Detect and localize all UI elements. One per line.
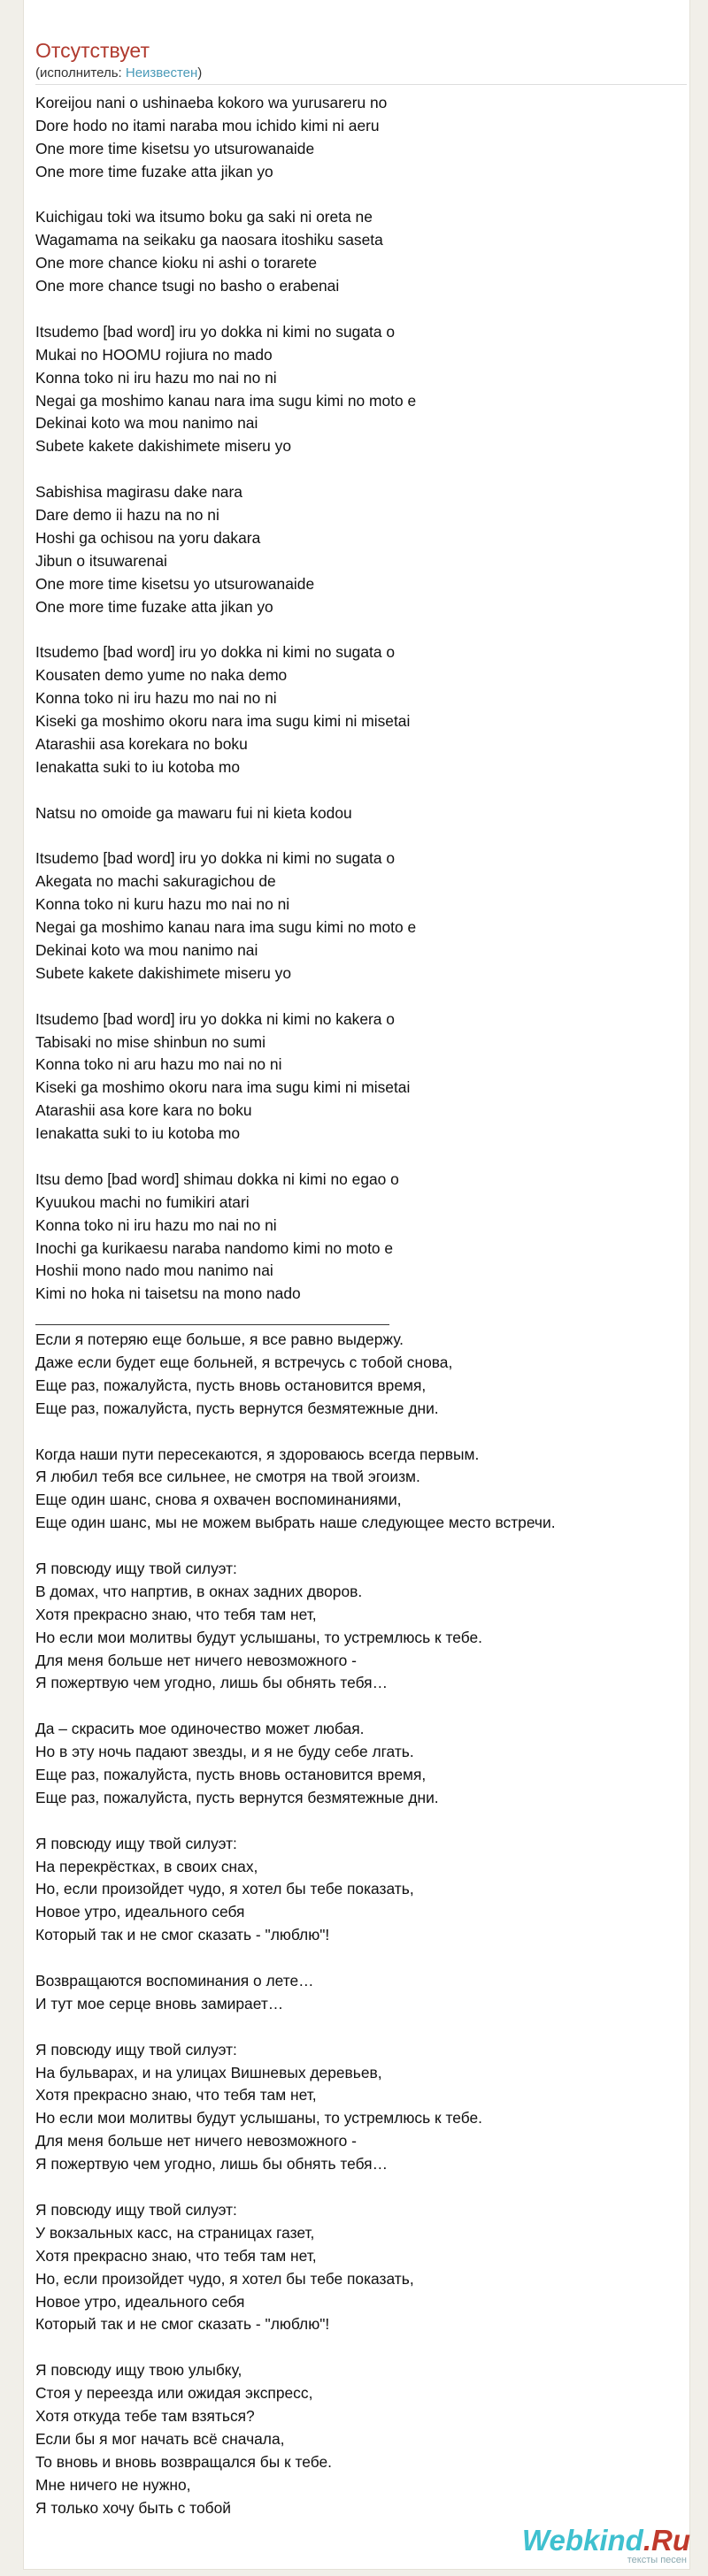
artist-prefix: (исполнитель: — [35, 65, 126, 80]
translation-separator — [35, 1306, 681, 1329]
stanza-break — [35, 298, 681, 321]
lyric-line: Хотя прекрасно знаю, что тебя там нет, — [35, 2086, 317, 2104]
logo-name: Webkind — [521, 2524, 643, 2557]
lyric-line: One more time kisetsu yo utsurowanaide — [35, 574, 315, 593]
lyric-line: Для меня больше нет ничего невозможного - — [35, 2132, 357, 2150]
lyric-line: Еще раз, пожалуйста, пусть вновь остановится время, — [35, 1766, 427, 1784]
lyric-line: Я повсюду ищу твой силуэт: — [35, 1560, 237, 1577]
stanza-break — [35, 2336, 681, 2359]
stanza-break — [35, 184, 681, 207]
lyric-line: Koreijou nani o ushinaeba kokoro wa yurusareru no — [35, 94, 388, 111]
lyric-line: Atarashii asa kore kara no boku — [35, 1101, 252, 1120]
lyric-line: Itsudemo [bad word] iru yo dokka ni kimi no sugata o — [35, 322, 395, 341]
lyric-line: Но, если произойдет чудо, я хотел бы тебе показать, — [35, 2269, 414, 2288]
stanza-break — [35, 825, 681, 848]
lyric-line: Dekinai koto wa mou nanimo nai — [35, 940, 258, 959]
lyric-line: Я только хочу быть с тобой — [35, 2498, 231, 2517]
lyric-line: У вокзальных касс, на страницах газет, — [35, 2223, 315, 2242]
lyric-line: Konna toko ni iru hazu mo nai no ni — [35, 689, 277, 708]
stanza-break — [35, 1695, 681, 1718]
artist-link[interactable]: Неизвестен — [125, 65, 198, 80]
lyric-line: Subete kakete dakishimete miseru yo — [35, 437, 292, 456]
artist-suffix: ) — [197, 65, 203, 80]
stanza-break — [35, 1421, 681, 1444]
lyric-line: Даже если будет еще больней, я встречусь с тобой снова, — [35, 1353, 453, 1371]
lyric-line: Kyuukou machi no fumikiri atari — [35, 1192, 250, 1211]
lyric-line: Если бы я мог начать всё сначала, — [35, 2429, 285, 2448]
lyric-line: Для меня больше нет ничего невозможного - — [35, 1651, 357, 1669]
lyric-line: Но если мои молитвы будут услышаны, то устремлюсь к тебе. — [35, 1628, 482, 1646]
lyric-line: В домах, что напртив, в окнах задних дворов. — [35, 1582, 363, 1600]
song-title: Отсутствует — [35, 39, 150, 62]
lyric-line: Если я потеряю еще больше, я все равно выдержу. — [35, 1330, 404, 1349]
lyric-line: Kiseki ga moshimo okoru nara ima sugu kimi ni misetai — [35, 712, 411, 731]
lyric-line: Konna toko ni aru hazu mo nai no ni — [35, 1055, 282, 1074]
lyric-line: Itsu demo [bad word] shimau dokka ni kimi no egao o — [35, 1169, 399, 1188]
lyric-line: Который так и не смог сказать - "люблю"! — [35, 1926, 330, 1944]
lyric-line: Konna toko ni iru hazu mo nai no ni — [35, 1215, 277, 1234]
lyric-line: Стоя у переезда или ожидая экспресс, — [35, 2384, 313, 2403]
lyric-line: Konna toko ni iru hazu mo nai no ni — [35, 368, 277, 387]
lyric-line: Возвращаются воспоминания о лете… — [35, 1972, 314, 1990]
stanza-break — [35, 1535, 681, 1558]
lyric-line: Mukai no HOOMU rojiura no mado — [35, 345, 273, 364]
stanza-break — [35, 985, 681, 1008]
lyric-line: Когда наши пути пересекаются, я здороваюсь всегда первым. — [35, 1445, 480, 1463]
lyric-line: Kiseki ga moshimo okoru nara ima sugu kimi ni misetai — [35, 1078, 411, 1097]
lyric-line: Itsudemo [bad word] iru yo dokka ni kimi no sugata o — [35, 849, 395, 868]
stanza-break — [35, 779, 681, 802]
stanza-break — [35, 1146, 681, 1169]
lyric-line: Я повсюду ищу твою улыбку, — [35, 2361, 242, 2380]
lyric-line: На перекрёстках, в своих снах, — [35, 1857, 258, 1875]
lyric-line: Akegata no machi sakuragichou de — [35, 872, 276, 891]
stanza-break — [35, 2016, 681, 2039]
lyric-line: Hoshii mono nado mou nanimo nai — [35, 1261, 273, 1280]
lyric-line: Atarashii asa korekara no boku — [35, 734, 248, 753]
stanza-break — [35, 2176, 681, 2199]
lyric-line: Negai ga moshimo kanau nara ima sugu kimi no moto e — [35, 391, 417, 410]
site-logo[interactable] — [522, 2525, 690, 2565]
lyric-line: Sabishisa magirasu dake nara — [35, 483, 242, 502]
lyric-line: Itsudemo [bad word] iru yo dokka ni kimi no kakera o — [35, 1009, 395, 1028]
lyric-line: Inochi ga kurikaesu naraba nandomo kimi no moto e — [35, 1238, 394, 1257]
lyric-line: Который так и не смог сказать - "люблю"! — [35, 2315, 330, 2334]
logo-tld: .Ru — [643, 2524, 690, 2557]
lyric-line: One more time fuzake atta jikan yo — [35, 597, 273, 616]
lyric-line: Еще один шанс, снова я охвачен воспоминаниями, — [35, 1491, 402, 1509]
lyrics-body — [35, 92, 681, 2519]
lyric-line: Natsu no omoide ga mawaru fui ni kieta kodou — [35, 803, 352, 822]
lyric-line: Новое утро, идеального себя — [35, 1903, 245, 1921]
logo-wordmark — [522, 2525, 690, 2557]
lyric-line: Мне ничего не нужно, — [35, 2475, 191, 2494]
lyric-line: То вновь и вновь возвращался бы к тебе. — [35, 2452, 332, 2471]
lyric-line: Да – скрасить мое одиночество может любая. — [35, 1720, 365, 1738]
lyric-line: Я пожертвую чем угодно, лишь бы обнять тебя… — [35, 1674, 388, 1692]
lyric-line: Konna toko ni kuru hazu mo nai no ni — [35, 895, 290, 914]
lyric-line: One more chance kioku ni ashi o torarete — [35, 254, 318, 272]
lyric-line: Itsudemo [bad word] iru yo dokka ni kimi no sugata o — [35, 643, 395, 662]
stanza-break — [35, 1810, 681, 1833]
lyric-line: Еще один шанс, мы не можем выбрать наше следующее место встречи. — [35, 1514, 556, 1532]
lyric-line: Хотя откуда тебе там взяться? — [35, 2406, 255, 2425]
lyric-line: Kuichigau toki wa itsumo boku ga saki ni oreta ne — [35, 208, 373, 226]
artist-line — [35, 65, 202, 82]
lyric-line: Но, если произойдет чудо, я хотел бы тебе показать, — [35, 1880, 414, 1898]
lyric-line: Jibun o itsuwarenai — [35, 551, 167, 570]
lyric-line: Еще раз, пожалуйста, пусть вновь остановится время, — [35, 1376, 427, 1394]
lyric-line: И тут мое серце вновь замирает… — [35, 1994, 284, 2012]
lyric-line: Я повсюду ищу твой силуэт: — [35, 2040, 237, 2058]
lyric-line: Хотя прекрасно знаю, что тебя там нет, — [35, 2246, 317, 2265]
lyric-line: На бульварах, и на улицах Вишневых деревьев, — [35, 2063, 382, 2082]
lyric-line: Я повсюду ищу твой силуэт: — [35, 1834, 237, 1852]
lyric-line: Tabisaki no mise shinbun no sumi — [35, 1032, 266, 1051]
lyric-line: Я пожертвую чем угодно, лишь бы обнять тебя… — [35, 2155, 388, 2174]
lyric-line: Kimi no hoka ni taisetsu na mono nado — [35, 1284, 301, 1303]
lyric-line: Но в эту ночь падают звезды, и я не буду себе лгать. — [35, 1743, 414, 1761]
lyric-line: One more time kisetsu yo utsurowanaide — [35, 139, 315, 157]
lyric-line: Subete kakete dakishimete miseru yo — [35, 963, 292, 982]
stanza-break — [35, 1947, 681, 1970]
lyric-line: Новое утро, идеального себя — [35, 2292, 245, 2311]
lyric-line: Ienakatta suki to iu kotoba mo — [35, 757, 241, 776]
lyric-line: Еще раз, пожалуйста, пусть вернутся безмятежные дни. — [35, 1788, 439, 1806]
lyric-line: Еще раз, пожалуйста, пусть вернутся безмятежные дни. — [35, 1399, 439, 1417]
lyric-line: Dare demo ii hazu na no ni — [35, 506, 219, 525]
lyric-line: Dore hodo no itami naraba mou ichido kimi ni aeru — [35, 116, 380, 134]
lyric-line: Я повсюду ищу твой силуэт: — [35, 2200, 237, 2219]
stanza-break — [35, 618, 681, 641]
stanza-break — [35, 458, 681, 481]
lyric-line: One more chance tsugi no basho o erabenai — [35, 277, 340, 295]
lyric-line: Но если мои молитвы будут услышаны, то устремлюсь к тебе. — [35, 2109, 482, 2128]
logo-tagline: тексты песен — [627, 2555, 687, 2565]
lyric-line: Ienakatta suki to iu kotoba mo — [35, 1124, 241, 1143]
lyric-line: Hoshi ga ochisou na yoru dakara — [35, 528, 261, 547]
header-divider — [35, 84, 687, 85]
lyric-line: Kousaten demo yume no naka demo — [35, 666, 288, 685]
lyric-line: One more time fuzake atta jikan yo — [35, 162, 273, 180]
lyric-line: Negai ga moshimo kanau nara ima sugu kimi no moto e — [35, 918, 417, 937]
lyric-line: Wagamama na seikaku ga naosara itoshiku saseta — [35, 231, 383, 249]
lyric-line: Я любил тебя все сильнее, не смотря на твой эгоизм. — [35, 1468, 420, 1486]
lyric-line: Хотя прекрасно знаю, что тебя там нет, — [35, 1605, 317, 1623]
lyric-line: Dekinai koto wa mou nanimo nai — [35, 414, 258, 433]
